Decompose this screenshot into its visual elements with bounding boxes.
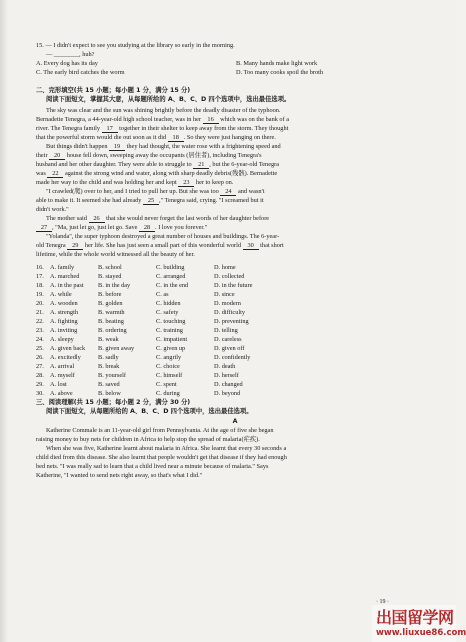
q15-option-a: A. Every dog has its day — [36, 60, 98, 67]
cloze-line — [36, 169, 434, 178]
reading-line: bed nets. "I was really sad to learn that a child lived near a minute because of malaria." Says — [36, 463, 269, 470]
cloze-line — [36, 223, 434, 232]
reading-passage — [36, 426, 434, 480]
cloze-text: , but the 6-year-old Tenegra — [209, 161, 280, 168]
watermark-site-name: 出国留学网 — [376, 608, 454, 627]
option-choice: B. beating — [98, 318, 124, 325]
option-choice: A. in the past — [50, 282, 84, 289]
option-choice: B. before — [98, 291, 122, 298]
option-choice: B. weak — [98, 336, 119, 343]
watermark — [372, 605, 466, 642]
option-number: 25. — [36, 345, 44, 352]
cloze-text: that she would never forget the last words of her daughter before — [104, 215, 270, 222]
reading-part-label: A — [232, 418, 238, 425]
q15-options-row-2 — [36, 68, 434, 77]
option-number: 21. — [36, 309, 44, 316]
cloze-header — [36, 86, 434, 104]
option-number: 20. — [36, 300, 44, 307]
reading-heading: 三、阅读理解(共 15 小题；每小题 2 分，满分 30 分) — [36, 399, 191, 406]
option-number: 27. — [36, 363, 44, 370]
option-choice: A. given back — [50, 345, 86, 352]
option-choice: C. spent — [156, 381, 177, 388]
cloze-text: that the powerful storm would die out soon as it did — [36, 134, 168, 141]
option-choice: D. beyond — [214, 390, 241, 397]
option-number: 24. — [36, 336, 44, 343]
option-choice: C. safety — [156, 309, 179, 316]
cloze-heading: 二、完形填空(共 15 小题；每小题 1 分，满分 15 分) — [36, 87, 191, 94]
blank-28: 28 — [139, 224, 155, 232]
cloze-line — [36, 250, 434, 259]
cloze-text: ," Tenegra said, crying. "I screamed but it — [159, 197, 264, 204]
reading-line: When she was five, Katherine learnt about malaria in Africa. She learnt that every 30 seconds a — [46, 445, 287, 452]
option-choice: B. given away — [98, 345, 135, 352]
cloze-options — [36, 263, 316, 398]
option-choice: B. yourself — [98, 372, 126, 379]
reading-line: child died from this disease. She also learnt that people wouldn't get that disease if they had enough — [36, 454, 287, 461]
cloze-text: which was on the bank of a — [218, 116, 290, 123]
blank-27: 27 — [36, 224, 52, 232]
option-number: 29. — [36, 381, 44, 388]
cloze-text: their — [36, 152, 50, 159]
option-choice: B. golden — [98, 300, 123, 307]
cloze-text: old Tenegra — [36, 242, 68, 249]
option-choice: C. training — [156, 327, 183, 334]
blank-25: 25 — [143, 197, 159, 205]
cloze-text: they had thought, the water rose with a frightening speed and — [125, 143, 281, 150]
cloze-text: . I love you forever." — [155, 224, 208, 231]
option-choice: C. angrily — [156, 354, 182, 361]
option-choice: D. difficulty — [214, 309, 246, 316]
option-choice: B. saved — [98, 381, 120, 388]
question-15 — [36, 41, 434, 77]
blank-22: 22 — [47, 170, 63, 178]
cloze-text: made her way to the child and was holding her and kept — [36, 179, 179, 186]
option-choice: D. home — [214, 264, 236, 271]
cloze-text: , "Ma, just let go, just let go. Save — [52, 224, 140, 231]
q15-reply: — ________, huh? — [46, 51, 95, 58]
cloze-text: But things didn't happen — [46, 143, 110, 150]
cloze-text: . So they were just hanging on there. — [183, 134, 276, 141]
option-choice: B. school — [98, 264, 122, 271]
option-choice: C. in the end — [156, 282, 189, 289]
cloze-text: lifetime, while the whole world witnessed all the beauty of her. — [36, 251, 195, 258]
scan-edge-shadow — [0, 0, 8, 642]
option-choice: B. ordering — [98, 327, 127, 334]
option-choice: A. excitedly — [50, 354, 81, 361]
option-choice: A. wooden — [50, 300, 78, 307]
option-choice: C. hidden — [156, 300, 181, 307]
option-choice: C. during — [156, 390, 180, 397]
option-choice: C. building — [156, 264, 185, 271]
option-choice: D. in the future — [214, 282, 253, 289]
cloze-line — [36, 205, 434, 214]
blank-24: 24 — [220, 188, 236, 196]
option-choice: A. family — [50, 264, 75, 271]
blank-29: 29 — [67, 242, 83, 250]
cloze-text: didn't work." — [36, 206, 69, 213]
option-number: 16. — [36, 264, 44, 271]
option-choice: D. telling — [214, 327, 238, 334]
option-number: 18. — [36, 282, 44, 289]
cloze-line — [36, 115, 434, 124]
option-choice: C. choice — [156, 363, 180, 370]
option-choice: A. marched — [50, 273, 80, 280]
blank-30: 30 — [243, 242, 259, 250]
option-choice: C. given up — [156, 345, 186, 352]
reading-header — [36, 398, 434, 426]
cloze-line — [36, 196, 434, 205]
option-choice: C. himself — [156, 372, 183, 379]
cloze-line — [36, 232, 434, 241]
option-choice: B. break — [98, 363, 120, 370]
option-choice: B. in the day — [98, 282, 131, 289]
option-choice: D. modern — [214, 300, 241, 307]
option-choice: D. collected — [214, 273, 245, 280]
option-choice: D. herself — [214, 372, 239, 379]
blank-23: 23 — [178, 179, 194, 187]
q15-option-d: D. Too many cooks spoil the broth — [236, 69, 324, 76]
option-number: 30. — [36, 390, 44, 397]
page-number: · 19 · — [376, 599, 389, 605]
reading-line: raising money to buy nets for children in Africa to help stop the spread of malaria(疟疾). — [36, 436, 260, 443]
option-choice: A. lost — [50, 381, 67, 388]
option-number: 17. — [36, 273, 44, 280]
option-number: 19. — [36, 291, 44, 298]
cloze-text: against the strong wind and water, along with sharp deadly debris(残骸). Bernadette — [63, 170, 278, 177]
blank-20: 20 — [49, 152, 65, 160]
cloze-text: house fell down, sweeping away the occupants (居住者), including Tenegra's — [65, 152, 262, 159]
q15-stem: 15. — I didn't expect to see you studying at the library so early in the morning. — [36, 42, 235, 49]
cloze-line — [36, 241, 434, 250]
cloze-text: her life. She has just seen a small part of this wonderful world — [83, 242, 243, 249]
option-choice: B. sadly — [98, 354, 119, 361]
option-choice: C. as — [156, 291, 169, 298]
option-choice: D. since — [214, 291, 235, 298]
option-number: 23. — [36, 327, 44, 334]
option-choice: D. death — [214, 363, 236, 370]
option-choice: A. sleepy — [50, 336, 74, 343]
cloze-line — [36, 160, 434, 169]
option-number: 22. — [36, 318, 44, 325]
option-choice: C. arranged — [156, 273, 186, 280]
cloze-text: "Yolanda", the super typhoon destroyed a great number of houses and buildings. The 6-year- — [46, 233, 280, 240]
option-choice: C. touching — [156, 318, 186, 325]
cloze-line — [36, 106, 434, 115]
cloze-text: and wasn't — [236, 188, 265, 195]
cloze-passage — [36, 106, 434, 259]
option-choice: A. while — [50, 291, 72, 298]
option-choice: A. fighting — [50, 318, 78, 325]
blank-21: 21 — [193, 161, 209, 169]
cloze-line — [36, 178, 434, 187]
cloze-text: husband and her other daughter. They were able to struggle to — [36, 161, 194, 168]
reading-line: Katherine Commale is an 11-year-old girl from Pennsylvania. At the age of five she began — [46, 427, 274, 434]
option-choice: D. given off — [214, 345, 245, 352]
option-choice: D. confidently — [214, 354, 251, 361]
reading-line: Katherine, "I wanted to send nets right away, so that's what I did." — [36, 472, 203, 479]
cloze-line — [36, 151, 434, 160]
reading-instruction: 阅读下面短文，从每题所给的 A、B、C、D 四个选项中，选出最佳选项。 — [46, 408, 253, 415]
cloze-line — [36, 124, 434, 133]
cloze-text: The mother said — [46, 215, 89, 222]
cloze-text: Bernadette Tenegra, a 44-year-old high school teacher, was in her — [36, 116, 203, 123]
cloze-text: that short — [258, 242, 284, 249]
option-number: 26. — [36, 354, 44, 361]
q15-option-c: C. The early bird catches the worm — [36, 69, 125, 76]
cloze-line — [36, 214, 434, 223]
blank-16: 16 — [203, 116, 219, 124]
blank-19: 19 — [109, 143, 125, 151]
q15-options-row-1 — [36, 59, 434, 68]
option-number: 28. — [36, 372, 44, 379]
watermark-url: www.liuxue86.com — [376, 628, 466, 638]
option-choice: D. changed — [214, 381, 243, 388]
cloze-instruction: 阅读下面短文，掌握其大意，从每题所给的 A、B、C、D 四个选项中，选出最佳选项。 — [46, 96, 291, 103]
cloze-text: The sky was clear and the sun was shining brightly before the deadly disaster of the typhoon. — [46, 107, 281, 114]
option-choice: B. warmth — [98, 309, 125, 316]
option-choice: A. arrival — [50, 363, 75, 370]
cloze-text: together in their shelter to keep away from the storm. They thought — [117, 125, 289, 132]
cloze-text: "I crawled(爬) over to her, and I tried to pull her up. But she was too — [46, 188, 221, 195]
cloze-text: her to keep on. — [194, 179, 234, 186]
cloze-text: river. The Tenegra family — [36, 125, 102, 132]
option-choice: A. inviting — [50, 327, 78, 334]
cloze-text: able to make it. It seemed she had already — [36, 197, 144, 204]
cloze-line — [36, 187, 434, 196]
cloze-line — [36, 142, 434, 151]
option-choice: A. myself — [50, 372, 75, 379]
option-choice: D. preventing — [214, 318, 249, 325]
blank-26: 26 — [89, 215, 105, 223]
blank-18: 18 — [168, 134, 184, 142]
option-choice: B. stayed — [98, 273, 122, 280]
option-choice: B. below — [98, 390, 121, 397]
cloze-text: was — [36, 170, 48, 177]
cloze-line — [36, 133, 434, 142]
option-choice: A. strength — [50, 309, 78, 316]
option-choice: A. above — [50, 390, 73, 397]
blank-17: 17 — [102, 125, 118, 133]
q15-option-b: B. Many hands make light work — [236, 60, 318, 67]
option-choice: D. careless — [214, 336, 242, 343]
option-choice: C. impatient — [156, 336, 188, 343]
